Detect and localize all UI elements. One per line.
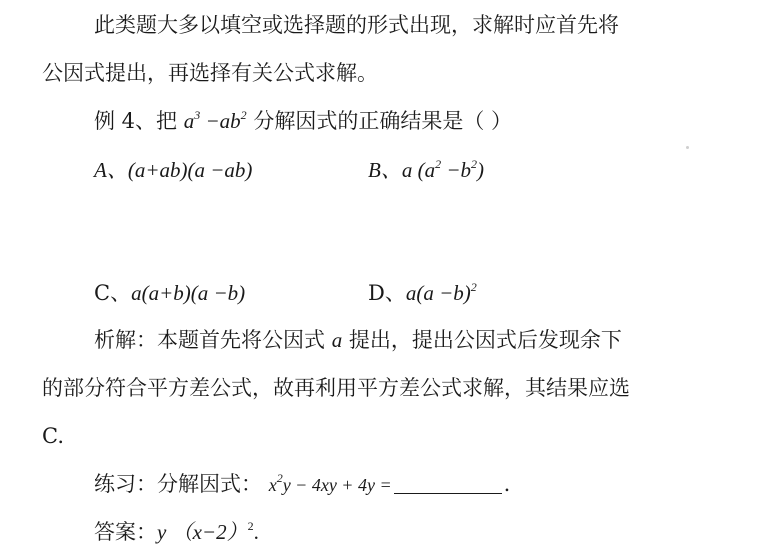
option-d-label: D、	[368, 281, 406, 305]
option-c-expr: a(a+b)(a −b)	[131, 281, 246, 305]
intro-line-1: 此类题大多以填空或选择题的形式出现，求解时应首先将	[94, 13, 619, 37]
intro-line-2: 公因式提出，再选择有关公式求解。	[42, 61, 378, 85]
option-b-label: B、	[368, 158, 402, 182]
analysis-line-2: 的部分符合平方差公式，故再利用平方差公式求解，其结果应选	[42, 376, 630, 400]
option-a-expr: (a+ab)(a −ab)	[127, 158, 253, 182]
answer-expr: y $(x-2)^2$.	[157, 519, 259, 544]
practice-expr: $x^2y - 4xy + 4y$ =	[268, 471, 392, 495]
example-4-question	[94, 106, 512, 136]
option-a-label: A、	[94, 158, 128, 182]
analysis-line-3: C.	[42, 424, 64, 448]
analysis-var-a: a	[331, 328, 343, 352]
option-b-expr: a $(a^2 -b^2)$	[401, 157, 484, 182]
answer-blank[interactable]	[394, 475, 502, 494]
example-suffix: 分解因式的正确结果是（ ）	[253, 109, 513, 133]
answer-label: 答案：	[94, 520, 157, 544]
answer	[94, 517, 259, 547]
option-a	[94, 155, 252, 185]
practice-question: 练习：分解因式： $x^2y - 4xy + 4y$ = .	[94, 471, 511, 496]
practice-label: 练习：分解因式：	[94, 472, 262, 496]
analysis-line-1: 析解：本题首先将公因式 a 提出，提出公因式后发现余下	[94, 328, 622, 352]
option-c	[94, 278, 245, 308]
option-b	[368, 155, 484, 185]
scan-speck	[686, 146, 689, 149]
option-d-expr: $a(a -b)^2$	[405, 280, 477, 305]
option-c-label: C、	[94, 281, 132, 305]
example-prefix: 例 4、把	[94, 109, 178, 133]
option-d	[368, 278, 477, 308]
example-term-a3: $a^3 -ab^2$	[183, 108, 247, 133]
